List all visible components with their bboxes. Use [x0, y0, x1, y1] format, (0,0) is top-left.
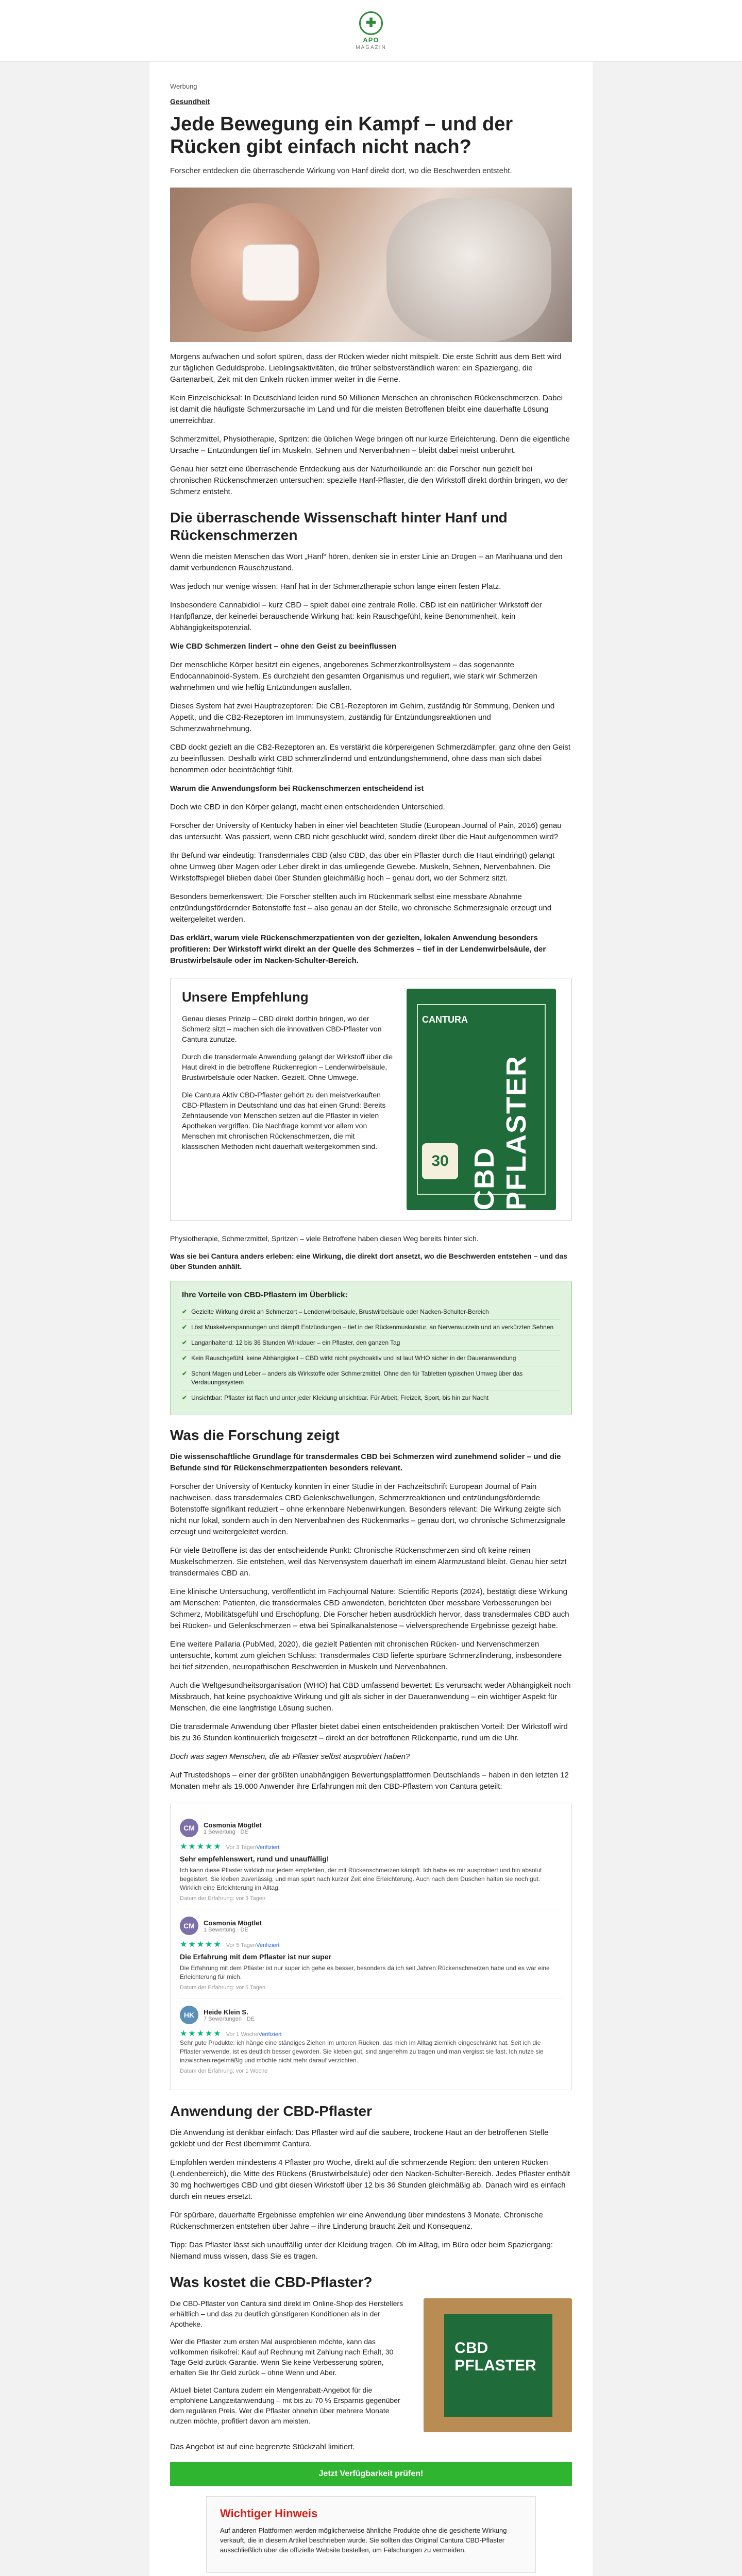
logo-text: APO: [363, 36, 379, 44]
star-rating-icon: ★★★★★: [180, 2029, 222, 2038]
reviewer-meta: 1 Bewertung · DE: [204, 1828, 248, 1835]
review-date: Vor 5 Tagen: [226, 1942, 257, 1948]
checkmark-icon: ✔: [182, 1308, 188, 1315]
rating-row: [180, 1841, 562, 1852]
hero-image: [170, 188, 572, 342]
paragraph: Doch was sagen Menschen, die ab Pflaster selbst ausprobiert haben?: [170, 1752, 410, 1761]
checkmark-icon: ✔: [182, 1370, 188, 1377]
paragraph: Forscher der University of Kentucky haben in einer viel beachteten Studie (European Journal of Pain, 2016) genau das untersucht. Was passiert, wenn CBD nicht geschluckt wird, sondern direkt über die Haut aufgenommen wird?: [170, 821, 562, 841]
benefits-title: Ihre Vorteile von CBD-Pflastern im Überblick:: [182, 1291, 348, 1299]
section-heading: Was kostet die CBD-Pflaster?: [170, 2274, 373, 2290]
paragraph: Auch die Weltgesundheitsorganisation (WHO) hat CBD umfassend bewertet: Es verursacht weder Abhängigkeit noch Missbrauch, hat keine psychoaktive Wirkung und gilt als sicher in der Daueranwendung – ein wichtiger Aspekt für Menschen, die eine langfristige Lösung suchen.: [170, 1681, 571, 1713]
recommendation-text: [182, 989, 393, 1210]
reviewer: [204, 1821, 262, 1835]
product-count-badge: 30: [422, 1143, 458, 1179]
paragraph: Die transdermale Anwendung über Pflaster bietet dabei einen entscheidenden praktischen Vorteil: Der Wirkstoff wird bis zu 36 Stunden kontinuierlich freigesetzt – direkt an der betroffenen Rückenpartie, rund um die Uhr.: [170, 1722, 568, 1742]
verified-badge: Verifiziert: [256, 1942, 280, 1948]
paragraph: Wer die Pflaster zum ersten Mal ausprobieren möchte, kann das vollkommen risikofrei: Kauf auf Rechnung mit Zahlung nach Erhalt, 30 Tage Geld-zurück-Garantie. Wenn Sie keine Verbesserung spüren, erhalten Sie Ihr Geld zurück – ohne Wenn und Aber.: [170, 2337, 394, 2377]
leaf-icon: ✚: [359, 11, 383, 35]
paragraph: Morgens aufwachen und sofort spüren, dass der Rücken wieder nicht mitspielt. Die erste Schritt aus dem Bett wird zur täglichen Geduldsprobe. Lieblingsaktivitäten, die früher selbstverständlich waren: ein Spaziergang, die Gartenarbeit, Zeit mit den Enkeln rücken immer weiter in die Ferne.: [170, 352, 562, 384]
paragraph: Aktuell bietet Cantura zudem ein Mengenrabatt-Angebot für die empfohlene Langzeitanwendung – mit bis zu 70 % Ersparnis gegenüber dem regulären Preis. Wer die Pflaster ohnehin über mehrere Monate nutzen möchte, profitiert davon am meisten.: [170, 2386, 400, 2425]
paragraph: Ihr Befund war eindeutig: Transdermales CBD (also CBD, das über ein Pflaster durch die Haut eindringt) gelangt ohne Umweg über Magen oder Leber direkt in das umliegende Gewebe. Muskeln, Sehnen, Nervenbahnen. Die Wirkstoffspiegel blieben dabei über Stunden gleichmäßig hoch – genau dort, wo der Schmerz sitzt.: [170, 851, 555, 883]
reviewer-name: Heide Klein S.: [204, 2008, 248, 2016]
review-text: Ich kann diese Pflaster wirklich nur jedem empfehlen, der mit Rückenschmerzen kämpft. Ich habe es mir ausprobiert und bin absolut begeistert. Sie kleben zuverlässig, und man spürt nach kurzer Zeit eine Erleichterung. Auch nach dem Duschen halten sie noch gut. Wirklich eine Erleichterung im Alltag.: [180, 1867, 542, 1891]
review-header: [180, 1917, 562, 1935]
warning-text: Auf anderen Plattformen werden möglicherweise ähnliche Produkte ohne die gesicherte Wirkung verkauft, die in diesem Artikel beschrieben wurde. Sie sollten das Original Cantura CBD-Pflaster ausschließlich über die offizielle Website bestellen, um Fälschungen zu vermeiden.: [220, 2527, 507, 2554]
paragraph: Das Angebot ist auf eine begrenzte Stückzahl limitiert.: [170, 2443, 355, 2451]
paragraph: Forscher der University of Kentucky konnten in einer Studie in der Fachzeitschrift European Journal of Pain nachweisen, dass transdermales CBD Gelenkschwellungen, Schmerzreaktionen und entzündungsfördernde Botenstoffe signifikant reduziert – ohne erkennbare Nebenwirkungen. Besonders relevant: Die Wirkung zeigte sich nicht nur lokal, sondern auch in den Nervenbahnen des Rückenmarks – genau dort, wo chronische Schmerzsignale erzeugt und weitergeleitet werden.: [170, 1482, 566, 1536]
paragraph: Empfohlen werden mindestens 4 Pflaster pro Woche, direkt auf die schmerzende Region: den unteren Rücken (Lendenbereich), die Mitte des Rückens (Brustwirbelsäule) oder den Nacken-Schulter-Bereich. Jedes Pflaster enthält 30 mg hochwertiges CBD und gibt diesen Wirkstoff über 12 bis 36 Stunden gleichmäßig ab. Danach wird es einfach durch ein neues ersetzt.: [170, 2158, 570, 2201]
star-rating-icon: ★★★★★: [180, 1842, 222, 1851]
paragraph: Dieses System hat zwei Hauptrezeptoren: Die CB1-Rezeptoren im Gehirn, zuständig für Stimmung, Denken und Appetit, und die CB2-Rezeptoren im Immunsystem, zuständig für Entzündungsreaktionen und Schmerzwahrnehmung.: [170, 702, 555, 733]
verified-badge: Verifiziert: [258, 2031, 282, 2038]
paragraph: Was jedoch nur wenige wissen: Hanf hat in der Schmerztherapie schon lange einen festen Platz.: [170, 582, 501, 591]
review-footer: Datum der Erfahrung: vor 1 Woche: [180, 2068, 268, 2074]
recommendation-box: [170, 978, 572, 1221]
benefits-box: [170, 1281, 572, 1415]
paragraph: Tipp: Das Pflaster lässt sich unauffällig unter der Kleidung tragen. Ob im Alltag, im Büro oder beim Spaziergang: Niemand muss wissen, dass Sie es tragen.: [170, 2241, 553, 2261]
paragraph: Genau hier setzt eine überraschende Entdeckung aus der Naturheilkunde an: die Forscher nun gezielt bei chronischen Rückenschmerzen untersuchen: spezielle Hanf-Pflaster, die den Wirkstoff direkt dorthin bringen, wo der Schmerz entsteht.: [170, 465, 568, 496]
paragraph: Das erklärt, warum viele Rückenschmerzpatienten von der gezielten, lokalen Anwendung besonders profitieren: Der Wirkstoff wirkt direkt an der Quelle des Schmerzes – tief in der Lendenwirbelsäule, der Brustwirbelsäule oder im Nacken-Schulter-Bereich.: [170, 934, 546, 965]
paragraph: Durch die transdermale Anwendung gelangt der Wirkstoff über die Haut direkt in die betroffene Rückenregion – Lendenwirbelsäule, Brustwirbelsäule oder Nacken. Gezielt. Ohne Umwege.: [182, 1053, 393, 1081]
checkmark-icon: ✔: [182, 1394, 188, 1401]
hero-patch-shape: [242, 244, 299, 301]
benefit-text: Löst Muskelverspannungen und dämpft Entzündungen – tief in der Rückenmuskulatur, an Nervenwurzeln und an verkürzten Sehnen: [191, 1324, 554, 1331]
reviewer: [204, 2008, 255, 2022]
article: [149, 62, 593, 2576]
checkmark-icon: ✔: [182, 1324, 188, 1331]
paragraph: Die Cantura Aktiv CBD-Pflaster gehört zu den meistverkauften CBD-Pflastern in Deutschland und das hat einen Grund: Bereits Zehntausende von Menschen setzen auf die Pflaster in vielen Apotheken vergriffen. Die Nachfrage kommt vor allem von Menschen mit chronischen Rückenschmerzen, die mit klassischen Methoden nicht dauerhaft weitergekommen sind.: [182, 1091, 386, 1150]
paragraph: Der menschliche Körper besitzt ein eigenes, angeborenes Schmerzkontrollsystem – das sogenannte Endocannabinoid-System. Es durchzieht den gesamten Organismus und reguliert, wie stark wir Schmerzen wahrnehmen und wie heftig Entzündungen ausfallen.: [170, 660, 537, 692]
rating-row: [180, 2028, 562, 2039]
product-brand: CANTURA: [422, 1014, 468, 1025]
reviews-widget: [170, 1803, 572, 2090]
product-image[interactable]: [407, 989, 556, 1210]
paragraph: Eine weitere Pallaria (PubMed, 2020), die gezielt Patienten mit chronischen Rücken- und Nervenschmerzen untersuchte, kommt zum gleichen Schluss: Transdermales CBD lieferte spürbare Schmerzlinderung, insbesondere bei tief sitzenden, neuropathischen Beschwerden in Muskeln und Nervenbahnen.: [170, 1640, 562, 1671]
list-item: [182, 1320, 560, 1335]
paragraph: Die CBD-Pflaster von Cantura sind direkt im Online-Shop des Herstellers erhältlich – und das zu deutlich günstigeren Konditionen als in der Apotheke.: [170, 2299, 403, 2328]
list-item: [182, 1366, 560, 1391]
hero-person-shape: [386, 198, 551, 342]
subheading: Wie CBD Schmerzen lindert – ohne den Geist zu beeinflussen: [170, 642, 397, 651]
check-availability-button[interactable]: Jetzt Verfügbarkeit prüfen!: [170, 2462, 572, 2486]
section-heading: Anwendung der CBD-Pflaster: [170, 2103, 373, 2119]
star-rating-icon: ★★★★★: [180, 1940, 222, 1949]
review-text: Sehr gute Produkte: ich hänge eine ständiges Ziehen im unteren Rücken, das mich im Alltag ziemlich eingeschränkt hat. Seit ich die Pflaster verwende, ist es deutlich besser geworden. Sie kleben gut, sind angenehm zu tragen und man vergisst sie fast. Ich nutze sie inzwischen regelmäßig und möchte nicht mehr darauf verzichten.: [180, 2039, 544, 2064]
checkmark-icon: ✔: [182, 1354, 188, 1362]
avatar: CM: [180, 1917, 198, 1935]
review-date: Vor 3 Tagen: [226, 1844, 257, 1851]
review-header: [180, 1819, 562, 1837]
package-title: CBD PFLASTER: [454, 2340, 536, 2374]
package-image[interactable]: [424, 2298, 572, 2432]
paragraph: Auf Trustedshops – einer der größten unabhängigen Bewertungsplattformen Deutschlands – haben in den letzten 12 Monaten mehr als 19.000 Anwender ihre Erfahrungen mit den CBD-Pflastern von Cantura geteilt:: [170, 1771, 569, 1791]
reviewer-name: Cosmonia Mögtlet: [204, 1919, 262, 1927]
paragraph: Physiotherapie, Schmerzmittel, Spritzen – viele Betroffene haben diesen Weg bereits hinter sich.: [170, 1234, 479, 1243]
list-item: [182, 1335, 560, 1351]
benefit-text: Kein Rauschgefühl, keine Abhängigkeit – CBD wirkt nicht psychoaktiv und ist laut WHO sicher in der Daueranwendung: [191, 1354, 516, 1362]
review-footer: Datum der Erfahrung: vor 3 Tagen: [180, 1895, 266, 1902]
paragraph: Für viele Betroffene ist das der entscheidende Punkt: Chronische Rückenschmerzen sind oft keine reinen Muskelschmerzen. Sie entstehen, weil das Nervensystem dauerhaft im einem Alarmzustand bleibt. Genau hier setzt transdermales CBD an.: [170, 1546, 567, 1578]
rating-row: [180, 1939, 562, 1950]
ad-label: Werbung: [170, 82, 197, 90]
logo-name: MAGAZIN: [356, 44, 386, 50]
list-item: [182, 1304, 560, 1320]
recommendation-title: Unsere Empfehlung: [182, 989, 309, 1005]
review-date: Vor 1 Woche: [226, 2031, 259, 2038]
review-title: Die Erfahrung mit dem Pflaster ist nur super: [180, 1953, 332, 1961]
review-header: [180, 2006, 562, 2024]
avatar: HK: [180, 2006, 198, 2024]
reviewer: [204, 1919, 262, 1933]
page-title: Jede Bewegung ein Kampf – und der Rücken gibt einfach nicht nach?: [170, 113, 513, 158]
product-title: CBD PFLASTER: [469, 1055, 532, 1210]
review-title: Sehr empfehlenswert, rund und unauffällig!: [180, 1855, 329, 1863]
benefit-text: Schont Magen und Leber – anders als Wirkstoffe oder Schmerzmittel. Ohne den für Tabletten typischen Umweg über das Verdauungssystem: [191, 1370, 523, 1386]
paragraph: Die wissenschaftliche Grundlage für transdermales CBD bei Schmerzen wird zunehmend solider – und die Befunde sind für Rückenschmerzpatienten besonders relevant.: [170, 1452, 561, 1472]
benefit-text: Langanhaltend: 12 bis 36 Stunden Wirkdauer – ein Pflaster, den ganzen Tag: [191, 1339, 400, 1346]
section-heading: Was die Forschung zeigt: [170, 1427, 340, 1443]
paragraph: Eine klinische Untersuchung, veröffentlicht im Fachjournal Nature: Scientific Reports (2024), bestätigt diese Wirkung am Menschen: Patienten, die transdermales CBD anwendeten, berichteten über messbare Verbesserungen bei Schmerz, Mobilitätsgefühl und Erschöpfung. Die Forscher heben ausdrücklich hervor, dass transdermales CBD auch bei Rücken- und Gelenkschmerzen – etwa bei Spinalkanalstenose – vielversprechende Ergebnisse gezeigt habe.: [170, 1587, 569, 1630]
paragraph: Was sie bei Cantura anders erleben: eine Wirkung, die direkt dort ansetzt, wo die Beschwerden entstehen – und das über Stunden anhält.: [170, 1252, 568, 1270]
review-card: [180, 1909, 562, 1998]
site-header: [0, 0, 742, 62]
site-logo[interactable]: [356, 11, 386, 50]
reviewer-meta: 7 Bewertungen · DE: [204, 2015, 255, 2022]
paragraph: Kein Einzelschicksal: In Deutschland leiden rund 50 Millionen Menschen an chronischen Rückenschmerzen. Dabei ist damit die häufigste Schmerzursache im Land und für die meisten Betroffenen bleibt eine dauerhafte Lösung unerreichbar.: [170, 394, 563, 425]
article-lead: Forscher entdecken die überraschende Wirkung von Hanf direkt dort, wo die Beschwerden entsteht.: [170, 166, 512, 175]
cost-section: [170, 2298, 572, 2433]
reviewer-meta: 1 Bewertung · DE: [204, 1926, 248, 1933]
reviewer-name: Cosmonia Mögtlet: [204, 1821, 262, 1829]
review-card: [180, 1998, 562, 2081]
paragraph: Wenn die meisten Menschen das Wort „Hanf“ hören, denken sie in erster Linie an Drogen – an Marihuana und den damit verbundenen Rauschzustand.: [170, 552, 563, 572]
list-item: [182, 1351, 560, 1366]
paragraph: Genau dieses Prinzip – CBD direkt dorthin bringen, wo der Schmerz sitzt – machen sich die innovativen CBD-Pflaster von Cantura zunutze.: [182, 1014, 382, 1043]
benefit-text: Gezielte Wirkung direkt an Schmerzort – Lendenwirbelsäule, Brustwirbelsäule oder Nacken-Schulter-Bereich: [191, 1308, 489, 1315]
paragraph: CBD dockt gezielt an die CB2-Rezeptoren an. Es verstärkt die körpereigenen Schmerzdämpfer, ganz ohne den Geist zu beeinflussen. Deshalb wirkt CBD schmerzlindernd und entzündungshemmend, ohne dass man sich dabei benommen oder beeinträchtigt fühlt.: [170, 743, 571, 774]
review-text: Die Erfahrung mit dem Pflaster ist nur super ich gehe es besser, besonders da ich seit Jahren Rückenschmerzen habe und es war eine Erleichterung für mich.: [180, 1964, 550, 1980]
benefit-text: Unsichtbar: Pflaster ist flach und unter jeder Kleidung unsichtbar. Für Arbeit, Freizeit, Sport, bis hin zur Nacht: [191, 1394, 489, 1401]
category-link[interactable]: Gesundheit: [170, 97, 210, 106]
review-footer: Datum der Erfahrung: vor 5 Tagen: [180, 1985, 266, 1991]
list-item: [182, 1391, 560, 1405]
warning-title: Wichtiger Hinweis: [220, 2507, 318, 2520]
cost-text: [170, 2298, 410, 2433]
paragraph: Für spürbare, dauerhafte Ergebnisse empfehlen wir eine Anwendung über mindestens 3 Monate. Chronische Rückenschmerzen entstehen über Jahre – ihre Linderung braucht Zeit und Konsequenz.: [170, 2211, 543, 2231]
section-heading: Die überraschende Wissenschaft hinter Hanf und Rückenschmerzen: [170, 510, 508, 543]
warning-box: [206, 2496, 536, 2573]
verified-badge: Verifiziert: [256, 1844, 280, 1851]
checkmark-icon: ✔: [182, 1339, 188, 1346]
paragraph: Doch wie CBD in den Körper gelangt, macht einen entscheidenden Unterschied.: [170, 803, 445, 811]
avatar: CM: [180, 1819, 198, 1837]
paragraph: Insbesondere Cannabidiol – kurz CBD – spielt dabei eine zentrale Rolle. CBD ist ein natürlicher Wirkstoff der Hanfpflanze, der keinerlei berauschende Wirkung hat: kein Rauschgefühl, keine Benommenheit, kein Abhängigkeitspotenzial.: [170, 601, 542, 632]
paragraph: Schmerzmittel, Physiotherapie, Spritzen: die üblichen Wege bringen oft nur kurze Erleichterung. Denn die eigentliche Ursache – Entzündungen tief im Muskeln, Sehnen und Nervenbahnen – bleibt dabei meist unberührt.: [170, 435, 570, 455]
review-card: [180, 1811, 562, 1909]
paragraph: Die Anwendung ist denkbar einfach: Das Pflaster wird auf die saubere, trockene Haut an der betroffenen Stelle geklebt und der Rest übernimmt Cantura.: [170, 2128, 549, 2148]
subheading: Warum die Anwendungsform bei Rückenschmerzen entscheidend ist: [170, 784, 424, 793]
paragraph: Besonders bemerkenswert: Die Forscher stellten auch im Rückenmark selbst eine messbare Abnahme entzündungsfördernder Botenstoffe fest – also genau an der Stelle, wo chronische Schmerzsignale erzeugt und weitergeleitet werden.: [170, 892, 552, 924]
